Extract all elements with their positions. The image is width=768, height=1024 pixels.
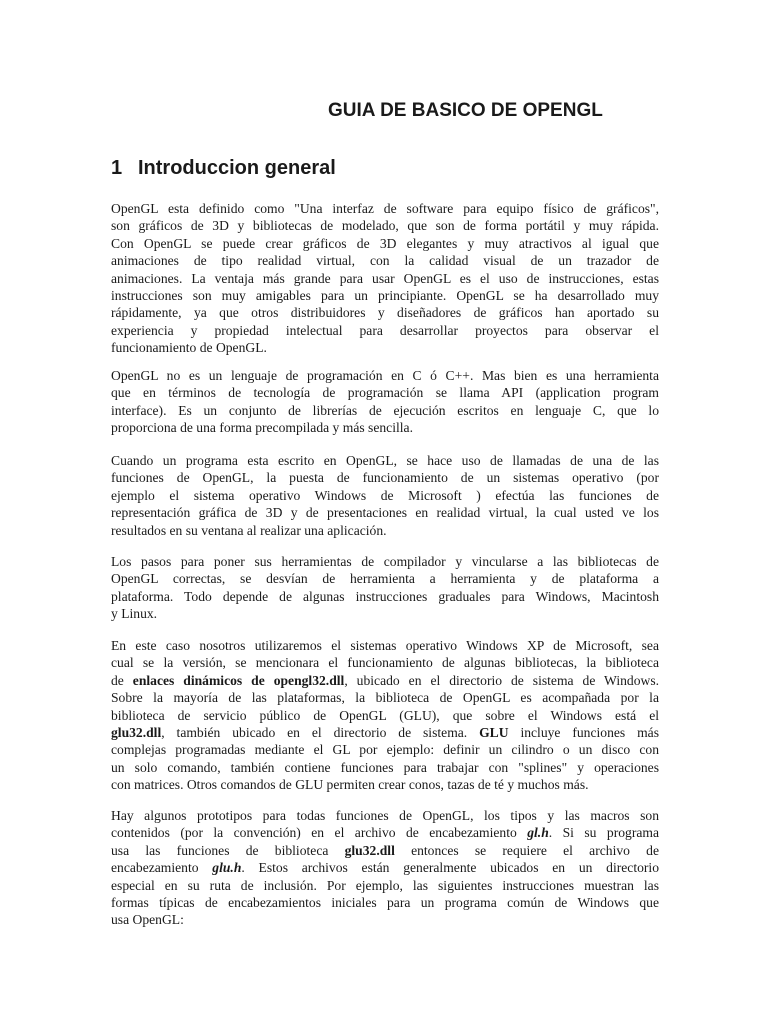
text-run: contenidos (por la convención) en el archivo de encabezamiento (111, 825, 528, 841)
emphasized-text: GLU (479, 724, 509, 740)
text-run: incluye funciones más (508, 724, 659, 740)
text-run: ejemplo el sistema operativo Windows de Microsoft ) efectúa las funciones de (111, 487, 659, 503)
text-run: Con OpenGL se puede crear gráficos de 3D elegantes y muy atractivos al igual que (111, 235, 659, 251)
paragraph-windows-libraries (111, 637, 659, 794)
document-title: GUIA DE BASICO DE OPENGL (328, 100, 603, 121)
paragraph-intro (111, 200, 659, 357)
text-run: de (111, 672, 133, 688)
text-run: funciones de OpenGL, la puesta de funcionamiento de un sistemas operativo (por (111, 470, 659, 486)
text-run: Los pasos para poner sus herramientas de compilador y vincularse a las bibliotecas de (111, 554, 659, 569)
paragraph-toolchain (111, 553, 659, 623)
text-run: plataforma. Todo depende de algunas instrucciones graduales para Windows, Macintosh (111, 588, 659, 604)
text-line (111, 894, 659, 911)
paragraph-program-calls (111, 452, 659, 539)
section-heading (111, 157, 336, 180)
text-line (111, 672, 659, 689)
text-run: entonces se requiere el archivo de (394, 842, 659, 858)
text-line (111, 235, 659, 252)
text-line (111, 707, 659, 724)
text-run: OpenGL correctas, se desvían de herramienta a herramienta y de plataforma a (111, 571, 659, 587)
text-line (111, 654, 659, 671)
text-run: , ubicado en el directorio de sistema de Windows. (344, 672, 659, 688)
text-line (111, 384, 659, 401)
text-run: rápidamente, ya que otros distribuidores y diseñadores de gráficos han aportado su (111, 305, 659, 321)
text-line (111, 570, 659, 587)
text-line (111, 322, 659, 339)
text-line (111, 469, 659, 486)
text-run: especial en su ruta de inclusión. Por ejemplo, las siguientes instrucciones muestran las (111, 877, 659, 893)
paragraph-headers (111, 807, 659, 929)
text-line (111, 553, 659, 570)
text-line (111, 859, 659, 876)
text-line (111, 689, 659, 706)
text-run: formas típicas de encabezamientos iniciales para un programa común de Windows que (111, 894, 659, 910)
section-number: 1 (111, 157, 123, 179)
text-run: animaciones. La ventaja más grande para usar OpenGL es el uso de instrucciones, estas (111, 270, 659, 286)
text-line (111, 217, 659, 234)
text-line (111, 287, 659, 304)
text-run: instrucciones son muy amigables para un principiante. OpenGL se ha desarrollado muy (111, 287, 659, 303)
text-run: resultados en su ventana al realizar una aplicación. (111, 522, 387, 538)
text-run: son gráficos de 3D y bibliotecas de modelado, que son de forma portátil y muy rápida. (111, 218, 659, 234)
emphasized-text: glu32.dll (344, 842, 395, 858)
text-run: representación gráfica de 3D y de presentaciones en realidad virtual, la cual usted ve los (111, 505, 659, 521)
text-line (111, 877, 659, 894)
text-run: usa OpenGL: (111, 912, 184, 928)
text-run: Hay algunos prototipos para todas funciones de OpenGL, los tipos y las macros son (111, 808, 659, 823)
text-line (111, 304, 659, 321)
text-run: OpenGL no es un lenguaje de programación en C ó C++. Mas bien es una herramienta (111, 368, 659, 383)
text-run: y Linux. (111, 606, 158, 622)
text-line (111, 402, 659, 419)
text-line (111, 270, 659, 287)
section-title: Introduccion general (138, 157, 336, 179)
text-run: . Estos archivos están generalmente ubicados en un directorio (241, 860, 659, 876)
text-line (111, 911, 659, 928)
text-line (111, 452, 659, 469)
text-run: usa las funciones de biblioteca (111, 842, 345, 858)
text-run: animaciones de tipo realidad virtual, con la calidad visual de un trazador de (111, 253, 659, 269)
text-line (111, 419, 659, 436)
paragraph-not-a-language (111, 367, 659, 437)
text-line (111, 339, 659, 356)
text-line (111, 605, 659, 622)
text-run: un solo comando, también contiene funciones para trabajar con "splines" y operaciones (111, 759, 659, 775)
text-line (111, 588, 659, 605)
text-line (111, 522, 659, 539)
text-line (111, 200, 659, 217)
text-run: funcionamiento de OpenGL. (111, 340, 267, 356)
text-run: . Si su programa (548, 825, 659, 841)
emphasized-text: glu32.dll (111, 724, 162, 740)
text-run: cual se la versión, se mencionara el funcionamiento de algunas bibliotecas, la biblioteca (111, 655, 659, 671)
text-line (111, 759, 659, 776)
text-line (111, 842, 659, 859)
text-line (111, 807, 659, 824)
text-line (111, 487, 659, 504)
text-run: Cuando un programa esta escrito en OpenGL, se hace uso de llamadas de una de las (111, 453, 659, 468)
text-run: experiencia y propiedad intelectual para desarrollar proyectos para observar el (111, 322, 659, 338)
text-run: proporciona de una forma precompilada y más sencilla. (111, 420, 413, 436)
text-line (111, 824, 659, 841)
text-run: interface). Es un conjunto de librerías de ejecución escritos en lenguaje C, que lo (111, 402, 659, 418)
text-line (111, 367, 659, 384)
text-run: complejas programadas mediante el GL por ejemplo: definir un cilindro o un disco con (111, 742, 659, 758)
text-run: , también ubicado en el directorio de sistema. (161, 724, 480, 740)
text-line (111, 504, 659, 521)
text-run: En este caso nosotros utilizaremos el sistemas operativo Windows XP de Microsoft, sea (111, 638, 659, 653)
text-run: encabezamiento (111, 860, 213, 876)
text-line (111, 637, 659, 654)
text-line (111, 776, 659, 793)
emphasized-text: glu.h (212, 860, 242, 876)
emphasized-text: enlaces dinámicos de opengl32.dll (132, 672, 345, 688)
emphasized-text: gl.h (527, 825, 549, 841)
text-run: Sobre la mayoría de las plataformas, la biblioteca de OpenGL es acompañada por la (111, 690, 659, 706)
text-line (111, 252, 659, 269)
text-line (111, 724, 659, 741)
text-run: que en términos de tecnología de programación se llama API (application program (111, 385, 659, 401)
text-run: con matrices. Otros comandos de GLU permiten crear conos, tazas de té y muchos más. (111, 777, 589, 793)
text-run: biblioteca de servicio público de OpenGL (GLU), que sobre el Windows está el (111, 707, 659, 723)
text-line (111, 741, 659, 758)
text-run: OpenGL esta definido como "Una interfaz de software para equipo físico de gráficos", (111, 201, 659, 216)
